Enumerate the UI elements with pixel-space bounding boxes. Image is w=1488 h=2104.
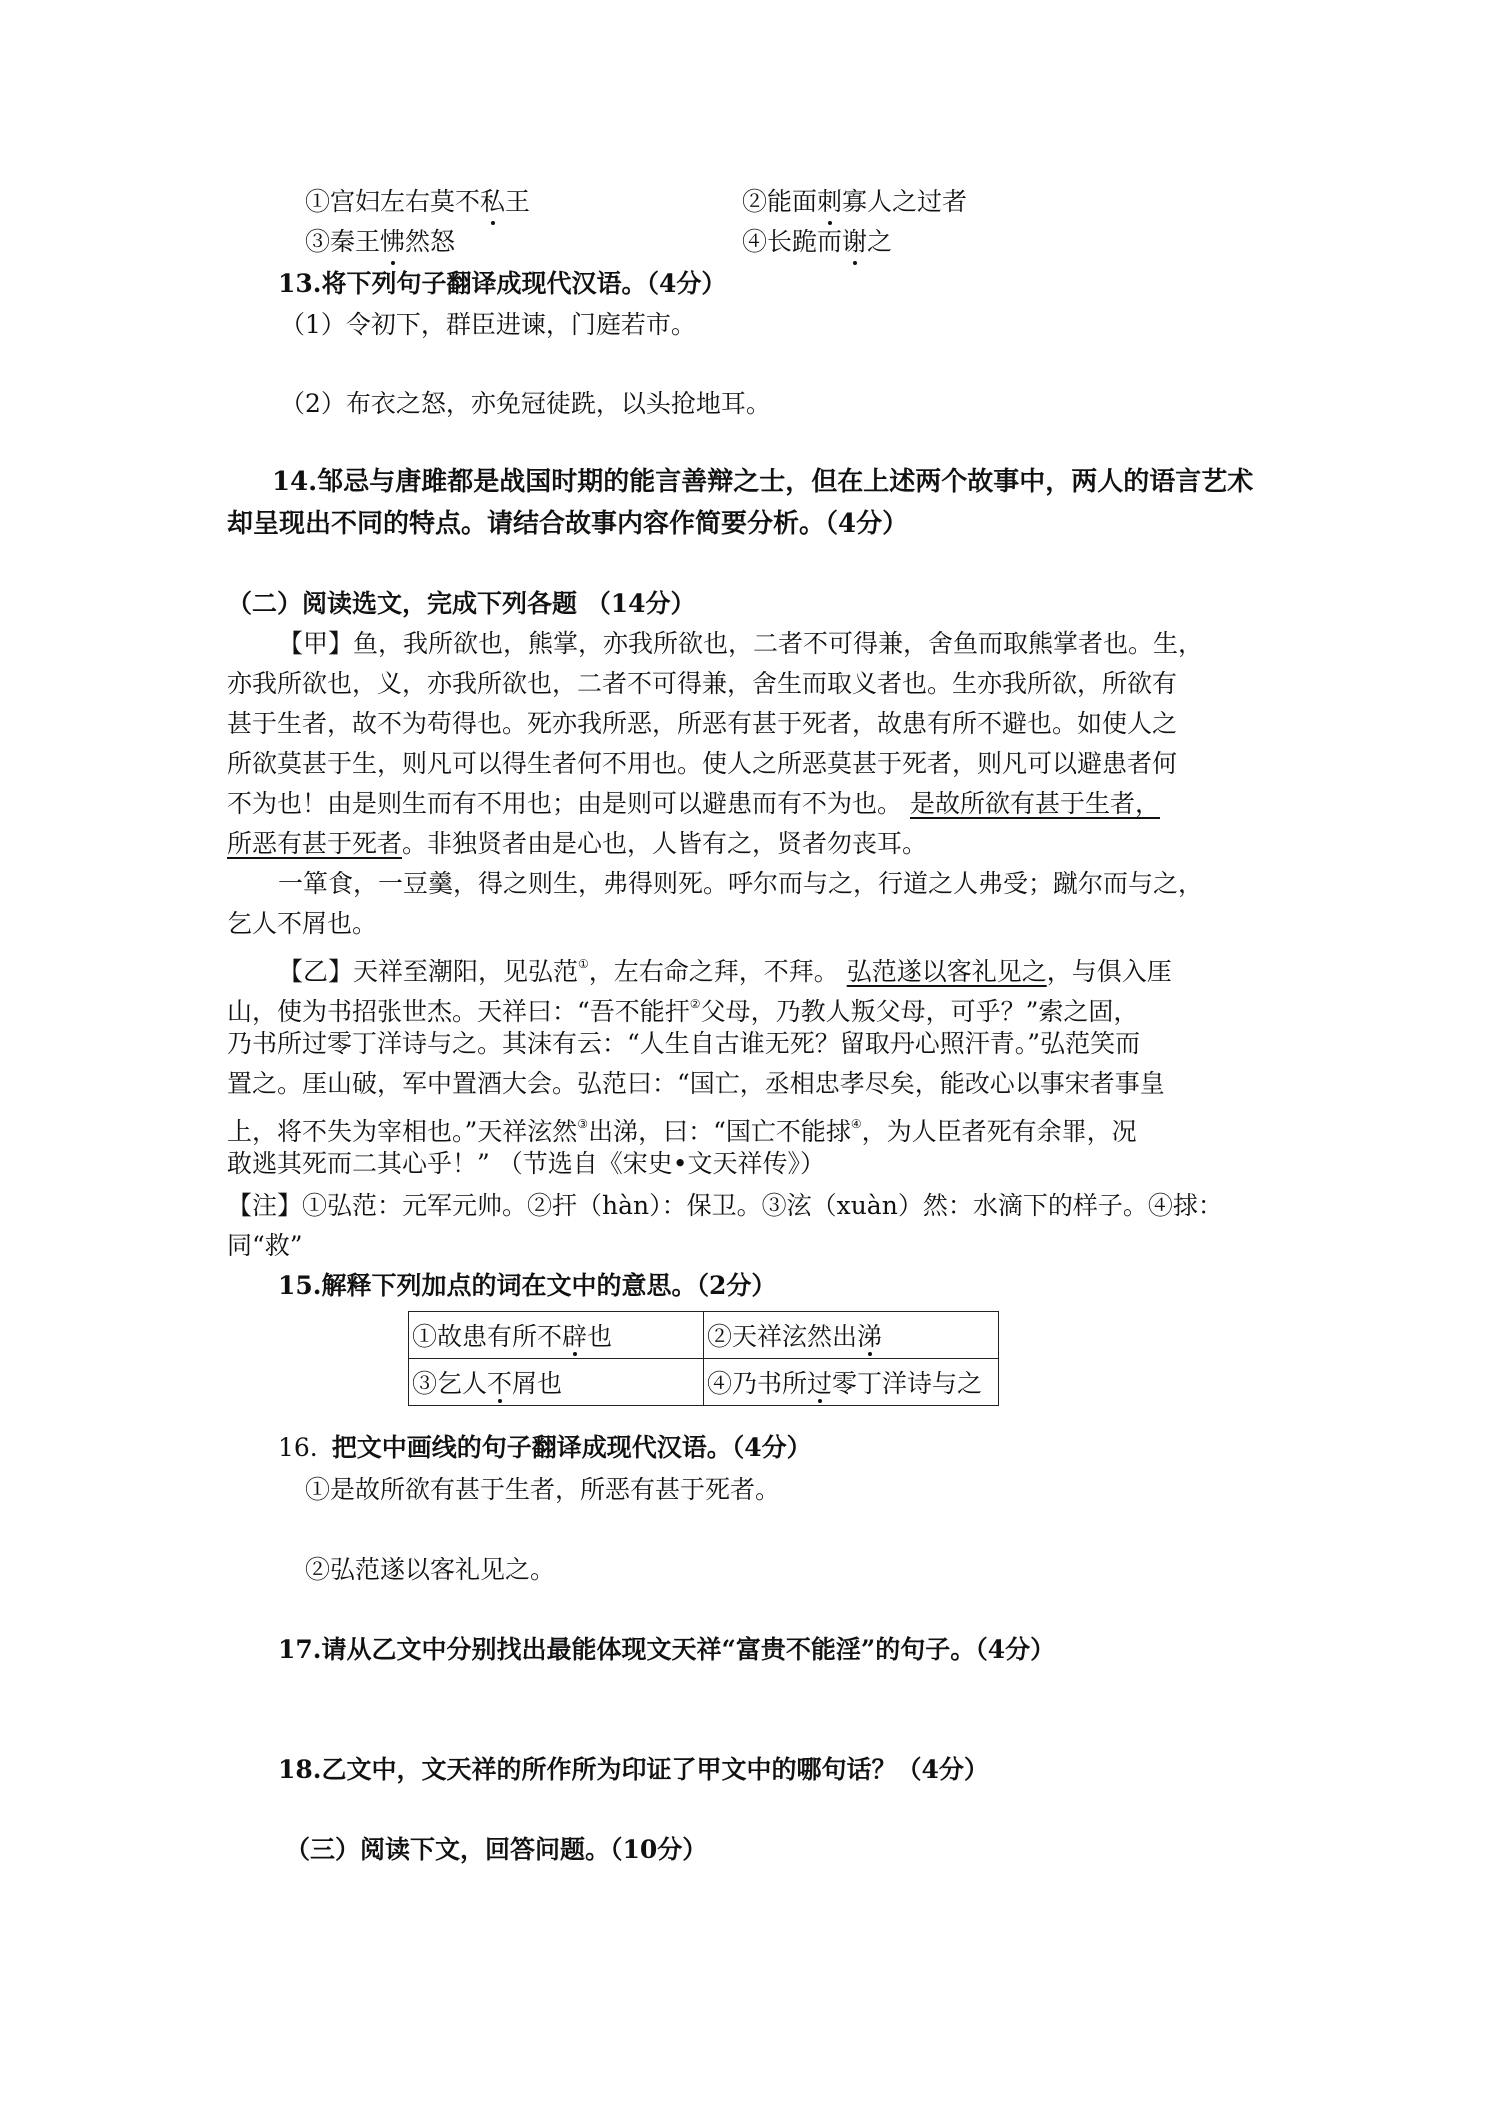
section-3-heading: （三）阅读下文，回答问题。（10分） <box>285 1835 708 1864</box>
q15-table <box>408 1311 999 1406</box>
underlined-sentence-2: 弘范遂以客礼见之 <box>846 957 1047 986</box>
table-cell: ②天祥泫然出涕 <box>704 1312 999 1359</box>
q14-line-1: 14.邹忌与唐雎都是战国时期的能言善辩之士，但在上述两个故事中，两人的语言艺术 <box>272 467 1254 497</box>
table-cell: ④乃书所过零丁洋诗与之 <box>704 1359 999 1406</box>
q12-option-1: ①宫妇左右莫不私王 <box>305 182 530 222</box>
q12-option-3: ③秦王怫然怒 <box>305 222 455 262</box>
q16-sentence-2: ②弘范遂以客礼见之。 <box>305 1555 556 1584</box>
q18-title: 18.乙文中，文天祥的所作所为印证了甲文中的哪句话？（4分） <box>278 1755 989 1784</box>
q13-sentence-1: （1）令初下，群臣进谏，门庭若市。 <box>280 310 696 339</box>
jia-line-4: 所欲莫甚于生，则凡可以得生者何不用也。使人之所恶莫甚于死者，则凡可以避患者何 <box>227 749 1178 778</box>
underlined-sentence-1b: 所恶有甚于死者 <box>227 829 403 858</box>
jia-line-5: 不为也！由是则生而有不用也；由是则可以避患而有不为也。 是故所欲有甚于生者， <box>227 789 1160 818</box>
q13-sentence-2: （2）布衣之怒，亦免冠徒跣，以头抢地耳。 <box>280 389 771 418</box>
table-row <box>409 1312 999 1359</box>
q12-option-4: ④长跪而谢之 <box>742 222 892 262</box>
yi-line-6: 敢逃其死而二其心乎！” （节选自《宋史•文天祥传》） <box>227 1149 825 1178</box>
note-line-2: 同“救” <box>227 1231 303 1260</box>
q16-sentence-1: ①是故所欲有甚于生者，所恶有甚于死者。 <box>305 1475 781 1504</box>
jia-line-2: 亦我所欲也，义，亦我所欲也，二者不可得兼，舍生而取义者也。生亦我所欲，所欲有 <box>227 669 1178 698</box>
q16-title: 16. 把文中画线的句子翻译成现代汉语。（4分） <box>278 1433 812 1462</box>
yi-line-4: 置之。厓山破，军中置酒大会。弘范曰：“国亡，丞相忠孝尽矣，能改心以事宋者事皇 <box>227 1069 1165 1098</box>
underlined-sentence-1a: 是故所欲有甚于生者， <box>909 789 1160 818</box>
note-line-1: 【注】①弘范：元军元帅。②扞（hàn）：保卫。③泫（xuàn）然：水滴下的样子。④捄： <box>227 1191 1223 1220</box>
q17-title: 17.请从乙文中分别找出最能体现文天祥“富贵不能淫”的句子。（4分） <box>278 1635 1056 1664</box>
table-cell: ①故患有所不辟也 <box>409 1312 704 1359</box>
q14-line-2: 却呈现出不同的特点。请结合故事内容作简要分析。（4分） <box>227 509 909 539</box>
section-2-heading: （二）阅读选文，完成下列各题 （14分） <box>227 589 696 618</box>
q12-option-2: ②能面刺寡人之过者 <box>742 182 967 222</box>
table-cell: ③乞人不屑也 <box>409 1359 704 1406</box>
jia-line-3: 甚于生者，故不为苟得也。死亦我所恶，所恶有甚于死者，故患有所不避也。如使人之 <box>227 709 1178 738</box>
yi-line-1: 【乙】天祥至潮阳，见弘范①，左右命之拜，不拜。 弘范遂以客礼见之，与俱入厓 <box>278 957 1172 986</box>
jia-line-1: 【甲】鱼，我所欲也，熊掌，亦我所欲也，二者不可得兼，舍鱼而取熊掌者也。生， <box>278 629 1204 658</box>
table-row <box>409 1359 999 1406</box>
jia-line-8: 乞人不屑也。 <box>227 909 378 938</box>
q13-title: 13.将下列句子翻译成现代汉语。（4分） <box>278 269 727 298</box>
yi-line-2: 山，使为书招张世杰。天祥曰：“吾不能扞②父母，乃教人叛父母，可乎？”索之固， <box>227 997 1139 1026</box>
yi-line-5: 上，将不失为宰相也。”天祥泫然③出涕，曰：“国亡不能捄④，为人臣者死有余罪，况 <box>227 1117 1137 1146</box>
yi-line-3: 乃书所过零丁洋诗与之。其沫有云：“人生自古谁无死？留取丹心照汗青。”弘范笑而 <box>227 1029 1141 1058</box>
jia-line-7: 一箪食，一豆羹，得之则生，弗得则死。呼尔而与之，行道之人弗受；蹴尔而与之， <box>278 869 1204 898</box>
jia-line-6: 所恶有甚于死者。非独贤者由是心也，人皆有之，贤者勿丧耳。 <box>227 829 928 858</box>
q15-title: 15.解释下列加点的词在文中的意思。（2分） <box>278 1271 777 1300</box>
